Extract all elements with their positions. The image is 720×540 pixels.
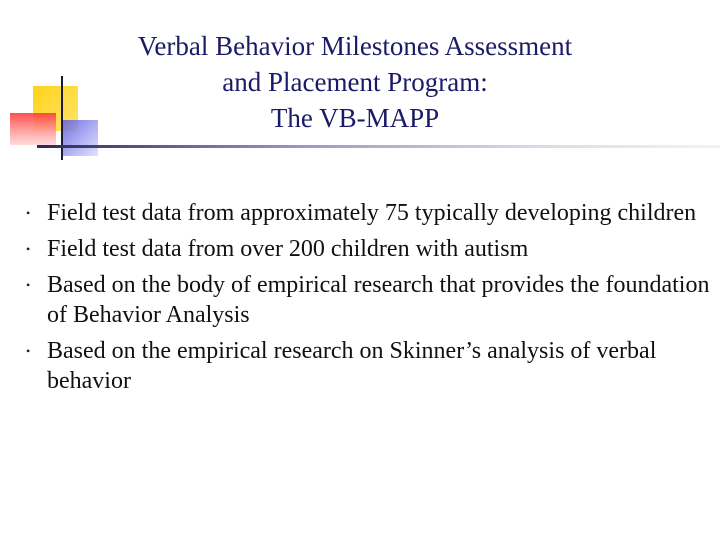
slide-title — [60, 28, 650, 136]
title-line-3: The VB-MAPP — [270, 103, 440, 133]
bullet-text: Based on the body of empirical research that provides the foundation of Behavior Analysis — [47, 272, 710, 328]
bullet-text: Based on the empirical research on Skinner’s analysis of verbal behavior — [47, 338, 657, 394]
bullet-text: Field test data from over 200 children with autism — [47, 236, 529, 262]
list-item — [0, 336, 720, 396]
list-item — [0, 270, 720, 330]
list-item — [0, 234, 720, 264]
list-item — [0, 198, 720, 228]
bullet-text: Field test data from approximately 75 typically developing children — [47, 200, 697, 226]
bullet-dot-icon: • — [26, 206, 31, 220]
title-divider-line — [37, 145, 720, 148]
decorative-red-square — [10, 113, 56, 145]
bullet-dot-icon: • — [26, 242, 31, 256]
bullet-list — [0, 198, 720, 402]
title-line-2: and Placement Program: — [222, 67, 488, 97]
bullet-dot-icon: • — [26, 278, 31, 292]
title-line-1: Verbal Behavior Milestones Assessment — [137, 31, 573, 61]
bullet-dot-icon: • — [26, 344, 31, 358]
